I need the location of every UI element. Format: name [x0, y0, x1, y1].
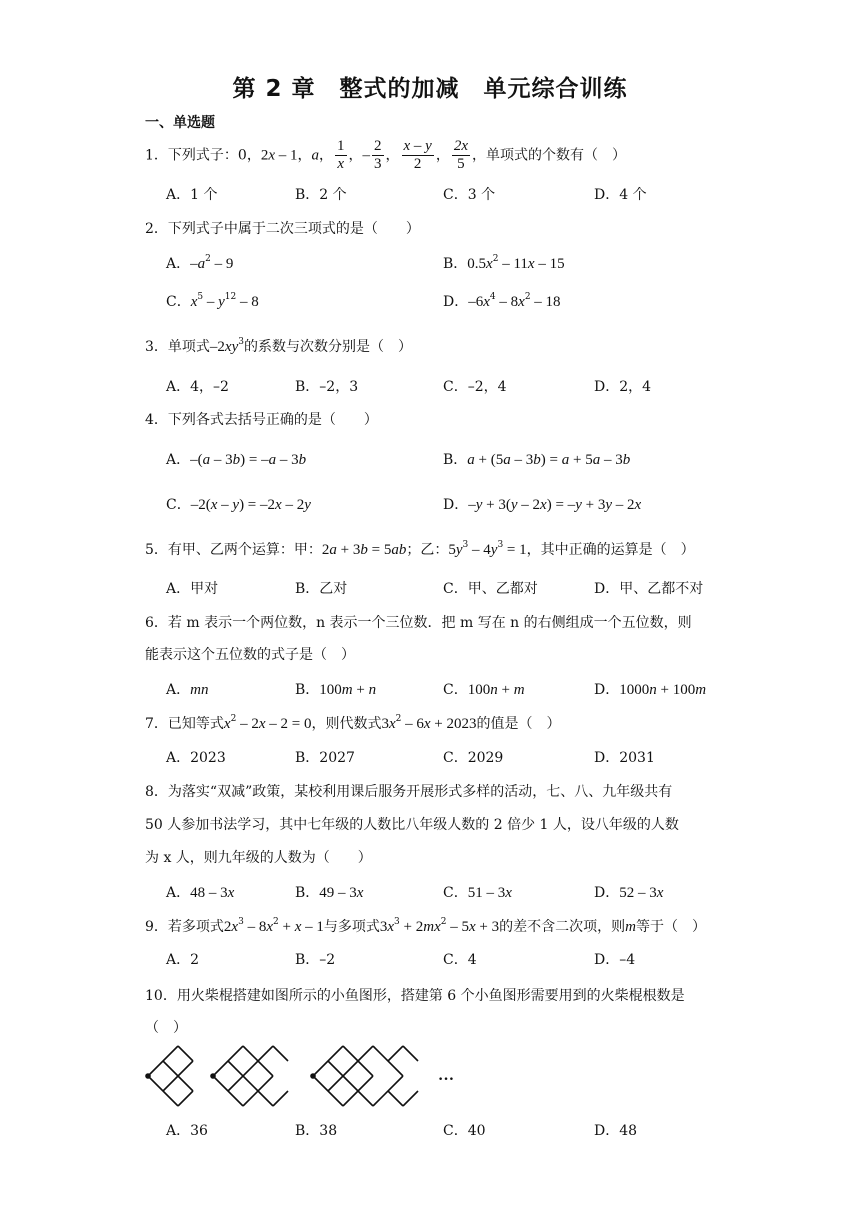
q1-stem-b: ，单项式的个数有（ ） — [472, 147, 626, 164]
q2-option-c[interactable]: C．$x^5 - y^{12} - 8$ — [166, 292, 259, 310]
fraction-1-over-x: $\frac{1}{x}$ — [337, 138, 345, 172]
fish-shape-1 — [146, 1046, 193, 1106]
q8-option-a[interactable]: A．48 – 3x — [166, 885, 235, 901]
q2-option-d[interactable]: D．$-6x^4 - 8x^2 - 18$ — [443, 292, 561, 310]
q5-option-c[interactable]: C．甲、乙都对 — [443, 581, 538, 597]
q4-option-d[interactable]: D．–y + 3(y – 2x) = –y + 3y – 2x — [443, 497, 642, 513]
question-2: 2．下列式子中属于二次三项式的是（ ） — [145, 221, 420, 237]
question-1: 1．下列式子：0，2x – 1，a， $\frac{1}{x}$ ，– $\frac{2}{3}$ ， $\frac{x - y}{2}$ ， $\frac{2x}{5}$ ，单项式的个数有（ ） — [145, 138, 626, 172]
q4-option-c[interactable]: C．–2(x – y) = –2x – 2y — [166, 497, 311, 513]
q5-option-b[interactable]: B．乙对 — [295, 581, 348, 597]
q9-option-c[interactable]: C．4 — [443, 952, 477, 968]
fraction-2-over-3: $\frac{2}{3}$ — [374, 138, 382, 172]
q7-option-a[interactable]: A．2023 — [166, 750, 226, 766]
question-8-line-3: 为 x 人，则九年级的人数为（ ） — [145, 850, 372, 866]
q4-option-b[interactable]: B．a + (5a – 3b) = a + 5a – 3b — [443, 452, 631, 468]
fish-shape-2 — [211, 1046, 288, 1106]
q8-option-c[interactable]: C．51 – 3x — [443, 885, 512, 901]
question-8-line-2: 50 人参加书法学习，其中七年级的人数比八年级人数的 2 倍少 1 人，设八年级的人数 — [145, 817, 679, 833]
q5-option-d[interactable]: D．甲、乙都不对 — [594, 581, 704, 597]
question-9: 9．若多项式$2x^3 - 8x^2 + x - 1$与多项式$3x^3 + 2mx^2 - 5x + 3$的差不含二次项，则m等于（ ） — [145, 917, 706, 935]
question-6-line-1: 6．若 m 表示一个两位数，n 表示一个三位数．把 m 写在 n 的右侧组成一个五位数，则 — [145, 615, 692, 631]
q1-option-d[interactable]: D．4 个 — [594, 187, 647, 203]
question-4: 4．下列各式去括号正确的是（ ） — [145, 412, 378, 428]
fraction-x-minus-y-over-2: $\frac{x - y}{2}$ — [403, 138, 432, 172]
q5-option-a[interactable]: A．甲对 — [166, 581, 219, 597]
q2-option-b[interactable]: B．$0.5x^2 - 11x - 15$ — [443, 254, 565, 272]
question-7: 7．已知等式$x^2 - 2x - 2 = 0$，则代数式$3x^2 - 6x + 2023$的值是（ ） — [145, 714, 561, 732]
q6-option-b[interactable]: B．100m + n — [295, 682, 377, 698]
q2-option-a[interactable]: A．$-a^2 - 9$ — [166, 254, 234, 272]
q6-option-a[interactable]: A．mn — [166, 682, 209, 698]
fraction-2x-over-5: $\frac{2x}{5}$ — [453, 138, 468, 172]
section-heading: 一、单选题 — [145, 115, 215, 131]
q6-option-d[interactable]: D．1000n + 100m — [594, 682, 707, 698]
question-5: 5．有甲、乙两个运算：甲：2a + 3b = 5ab；乙：$5y^3 - 4y^3 = 1$，其中正确的运算是（ ） — [145, 540, 695, 558]
q8-option-b[interactable]: B．49 – 3x — [295, 885, 364, 901]
q10-option-d[interactable]: D．48 — [594, 1123, 638, 1139]
q7-option-b[interactable]: B．2027 — [295, 750, 355, 766]
q1-option-a[interactable]: A．1 个 — [166, 187, 218, 203]
q9-option-a[interactable]: A．2 — [166, 952, 200, 968]
question-10-line-1: 10．用火柴棍搭建如图所示的小鱼图形，搭建第 6 个小鱼图形需要用到的火柴棍根数是 — [145, 988, 685, 1004]
fish-shape-3 — [311, 1046, 418, 1106]
question-6-line-2: 能表示这个五位数的式子是（ ） — [145, 647, 355, 663]
q7-option-d[interactable]: D．2031 — [594, 750, 655, 766]
question-10-line-2: （ ） — [145, 1020, 187, 1036]
figure-ellipsis: … — [438, 1067, 454, 1084]
q3-option-d[interactable]: D．2，4 — [594, 379, 652, 395]
page-title: 第 2 章 整式的加减 单元综合训练 — [232, 76, 628, 102]
q3-option-c[interactable]: C．–2，4 — [443, 379, 507, 395]
question-3: 3．单项式$-2xy^3$的系数与次数分别是（ ） — [145, 337, 412, 355]
q9-option-b[interactable]: B．–2 — [295, 952, 336, 968]
q10-option-a[interactable]: A．36 — [166, 1123, 208, 1139]
q6-option-c[interactable]: C．100n + m — [443, 682, 525, 698]
q10-option-b[interactable]: B．38 — [295, 1123, 338, 1139]
q3-option-b[interactable]: B．–2，3 — [295, 379, 359, 395]
question-8-line-1: 8．为落实“双减”政策，某校利用课后服务开展形式多样的活动，七、八、九年级共有 — [145, 784, 673, 800]
q1-stem-a: 1．下列式子：0， — [145, 147, 261, 164]
q3-option-a[interactable]: A．4，–2 — [166, 379, 229, 395]
matchstick-fish-figure — [140, 1040, 460, 1112]
q9-option-d[interactable]: D．–4 — [594, 952, 636, 968]
q1-option-b[interactable]: B．2 个 — [295, 187, 347, 203]
q8-option-d[interactable]: D．52 – 3x — [594, 885, 664, 901]
q7-option-c[interactable]: C．2029 — [443, 750, 504, 766]
q10-option-c[interactable]: C．40 — [443, 1123, 486, 1139]
q4-option-a[interactable]: A．–(a – 3b) = –a – 3b — [166, 452, 307, 468]
q1-option-c[interactable]: C．3 个 — [443, 187, 496, 203]
